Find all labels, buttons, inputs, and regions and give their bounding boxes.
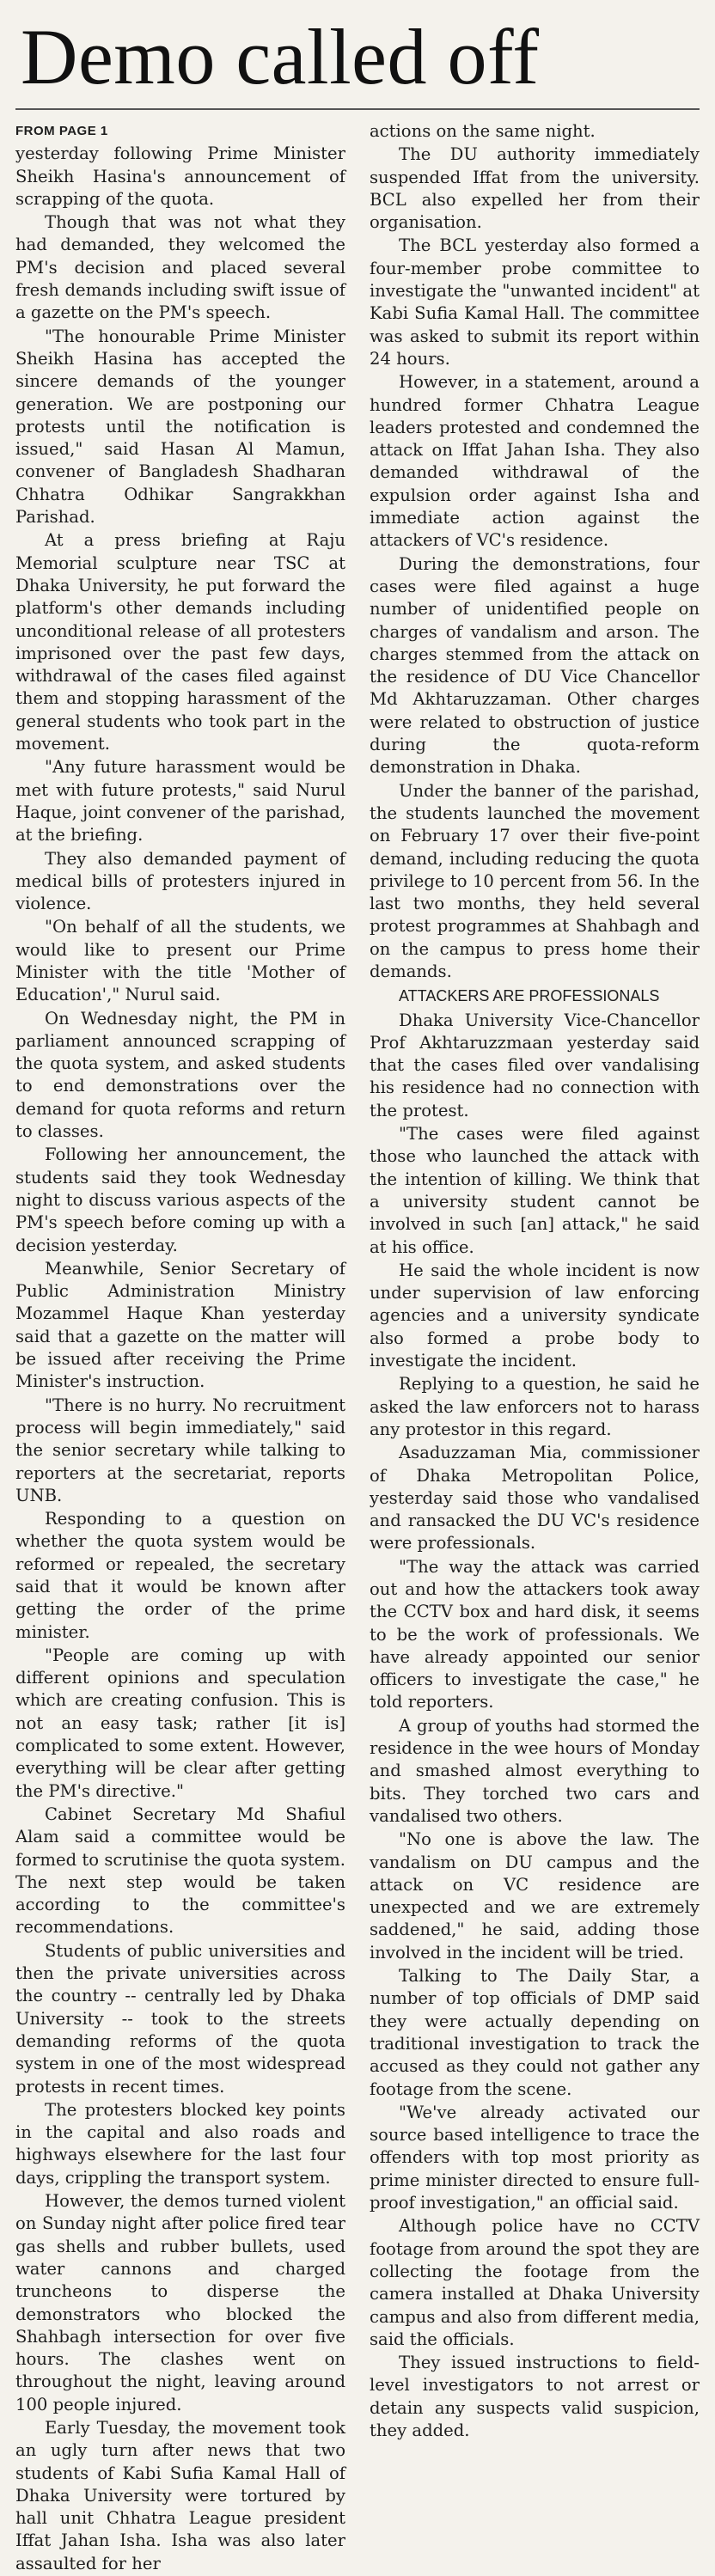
paragraph: "No one is above the law. The vandalism on DU campus and the attack on VC residence are unexpected and we are extremely saddened," he said, adding those involved in the incident will be tried. (370, 1829, 700, 1963)
paragraph: However, in a statement, around a hundred former Chhatra League leaders protested and condemned the attack on Iffat Jahan Isha. They also demanded withdrawal of the expulsion order against Isha and immediate action against the attackers of VC's residence. (370, 372, 700, 551)
paragraph: He said the whole incident is now under supervision of law enforcing agencies and a university syndicate also formed a probe body to investigate the incident. (370, 1260, 700, 1371)
paragraph: Responding to a question on whether the quota system would be reformed or repealed, the secretary said that it would be known after getting the order of the prime minister. (15, 1509, 345, 1642)
paragraph: They issued instructions to field-level investigators to not arrest or detain any suspects valid suspicion, they added. (370, 2353, 700, 2440)
paragraph: Though that was not what they had demanded, they welcomed the PM's decision and placed several fresh demands including swift issue of a gazette on the PM's speech. (15, 212, 345, 323)
subheading: ATTACKERS ARE PROFESSIONALS (399, 987, 660, 1005)
paragraph: The BCL yesterday also formed a four-member probe committee to investigate the "unwanted incident" at Kabi Sufia Kamal Hall. The committee was asked to submit its report within 24 hours. (370, 235, 700, 369)
paragraph: "Any future harassment would be met with future protests," said Nurul Haque, joint convener of the parishad, at the briefing. (15, 757, 345, 845)
kicker: FROM PAGE 1 (15, 124, 108, 138)
paragraph: "The cases were filed against those who launched the attack with the intention of killing. We think that a university student cannot be involved in such [an] attack," he said at his office. (370, 1124, 700, 1257)
paragraph: Early Tuesday, the movement took an ugly turn after news that two students of Kabi Sufia Kamal Hall of Dhaka University were tortured by hall unit Chhatra League president Iffat Jahan Isha. Isha was also later assaulted for her (15, 2417, 345, 2573)
paragraph: During the demonstrations, four cases were filed against a huge number of unidentified people on charges of vandalism and arson. The charges stemmed from the attack on the residence of DU Vice Chancellor Md Akhtaruzzaman. Other charges were related to obstruction of justice during the quota-reform demonstration in Dhaka. (370, 553, 700, 778)
paragraph: The DU authority immediately suspended Iffat from the university. BCL also expelled her from their organisation. (370, 144, 700, 233)
column-right (370, 120, 700, 2576)
paragraph: Talking to The Daily Star, a number of top officials of DMP said they were actually depending on traditional investigation to track the accused as they could not gather any footage from the scene. (370, 1966, 700, 2099)
paragraph: Dhaka University Vice-Chancellor Prof Akhtaruzzmaan yesterday said that the cases filed over vandalising his residence had no connection with the protest. (370, 1010, 700, 1120)
headline: Demo called off (21, 13, 540, 101)
paragraph: Although police have no CCTV footage from around the spot they are collecting the footage from the camera installed at Dhaka University campus and also from different media, said the officials. (370, 2216, 700, 2349)
paragraph: However, the demos turned violent on Sunday night after police fired tear gas shells and rubber bullets, used water cannons and charged truncheons to disperse the demonstrators who blocked the Shahbagh intersection for over five hours. The clashes went on throughout the night, leaving around 100 people injured. (15, 2191, 345, 2414)
paragraph: "We've already activated our source based intelligence to trace the offenders with top most priority as prime minister directed to ensure full-proof investigation," an official said. (370, 2102, 700, 2213)
column-left (15, 120, 345, 2576)
paragraph: At a press briefing at Raju Memorial sculpture near TSC at Dhaka University, he put forward the platform's other demands including unconditional release of all protesters imprisoned over the past few days, withdrawal of the cases filed against them and stopping harassment of the general students who took part in the movement. (15, 530, 345, 754)
article-body (15, 120, 700, 2576)
paragraph: "On behalf of all the students, we would like to present our Prime Minister with the title 'Mother of Education'," Nurul said. (15, 917, 345, 1005)
paragraph: Under the banner of the parishad, the students launched the movement on February 17 over their five-point demand, including reducing the quota privilege to 10 percent from 56. In the last two months, they held several protest programmes at Shahbagh and on the campus to press home their demands. (370, 780, 700, 981)
paragraph: "The honourable Prime Minister Sheikh Hasina has accepted the sincere demands of the younger generation. We are postponing our protests until the notification is issued," said Hasan Al Mamun, convener of Bangladesh Shadharan Chhatra Odhikar Sangrakkhan Parishad. (15, 326, 345, 528)
paragraph: Cabinet Secretary Md Shafiul Alam said a committee would be formed to scrutinise the quota system. The next step would be taken according to the committee's recommendations. (15, 1804, 345, 1938)
paragraph: Replying to a question, he said he asked the law enforcers not to harass any protestor in this regard. (370, 1374, 700, 1439)
paragraph: The protesters blocked key points in the capital and also roads and highways elsewhere for the last four days, crippling the transport system. (15, 2099, 345, 2188)
paragraph: They also demanded payment of medical bills of protesters injured in violence. (15, 848, 345, 914)
paragraph: Following her announcement, the students said they took Wednesday night to discuss various aspects of the PM's speech before coming up with a decision yesterday. (15, 1145, 345, 1255)
paragraph: yesterday following Prime Minister Sheikh Hasina's announcement of scrapping of the quota. (15, 143, 345, 209)
paragraph: On Wednesday night, the PM in parliament announced scrapping of the quota system, and asked students to end demonstrations over the demand for quota reforms and return to classes. (15, 1008, 345, 1142)
paragraph: A group of youths had stormed the residence in the wee hours of Monday and smashed almost everything to bits. They torched two cars and vandalised two others. (370, 1715, 700, 1826)
paragraph: Asaduzzaman Mia, commissioner of Dhaka Metropolitan Police, yesterday said those who vandalised and ransacked the DU VC's residence were professionals. (370, 1443, 700, 1554)
paragraph: actions on the same night. (370, 121, 596, 141)
paragraph: "There is no hurry. No recruitment process will begin immediately," said the senior secretary while talking to reporters at the secretariat, reports UNB. (15, 1395, 345, 1505)
paragraph: Meanwhile, Senior Secretary of Public Administration Ministry Mozammel Haque Khan yesterday said that a gazette on the matter will be issued after receiving the Prime Minister's instruction. (15, 1258, 345, 1392)
headline-rule (15, 108, 700, 110)
paragraph: "The way the attack was carried out and how the attackers took away the CCTV box and hard disk, it seems to be the work of professionals. We have already appointed our senior officers to investigate the case," he told reporters. (370, 1556, 700, 1712)
paragraph: "People are coming up with different opinions and speculation which are creating confusion. This is not an easy task; rather [it is] complicated to some extent. However, everything will be clear after getting the PM's directive." (15, 1645, 345, 1801)
paragraph: Students of public universities and then the private universities across the country -- centrally led by Dhaka University -- took to the streets demanding reforms of the quota system in one of the most widespread protests in recent times. (15, 1940, 345, 2097)
